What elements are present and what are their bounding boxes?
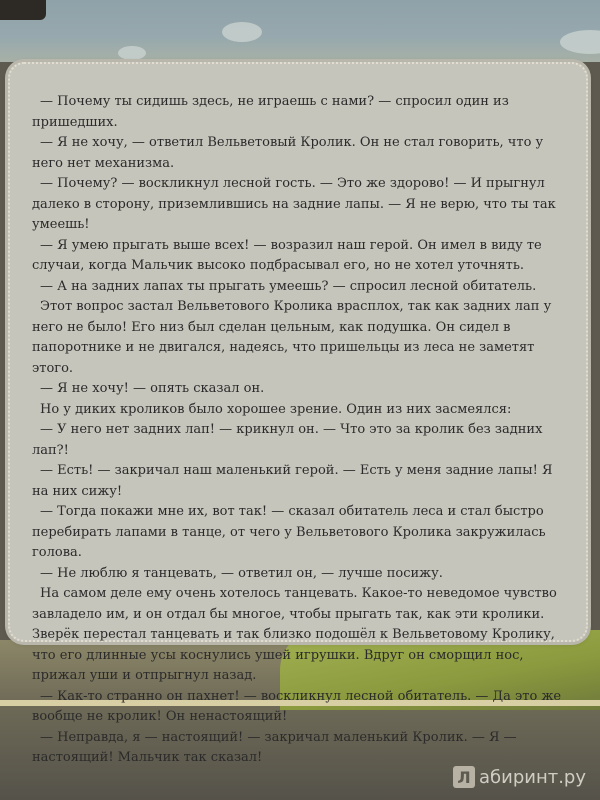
binder-clip bbox=[0, 0, 46, 20]
labirint-watermark bbox=[453, 766, 586, 788]
paragraph: Но у диких кроликов было хорошее зрение. Один из них засмеялся: bbox=[40, 401, 512, 417]
paragraph: — Тогда покажи мне их, вот так! — сказал обитатель леса и стал быстро перебирать лапами в танце, от чего у Вельветового Кролика закружилась голова. bbox=[32, 504, 546, 560]
paragraph: — А на задних лапах ты прыгать умеешь? — спросил лесной обитатель. bbox=[40, 278, 537, 294]
paragraph: — Почему? — воскликнул лесной гость. — Это же здорово! — И прыгнул далеко в сторону, приземлившись на задние лапы. — Я не верю, что ты так умеешь! bbox=[32, 176, 556, 232]
labirint-logo-icon: Л bbox=[453, 766, 475, 788]
cloud-illustration bbox=[222, 22, 262, 42]
watermark-text: абиринт.ру bbox=[478, 766, 586, 788]
paragraph: — Есть! — закричал наш маленький герой. — Есть у меня задние лапы! Я на них сижу! bbox=[32, 463, 553, 499]
paragraph: — Я умею прыгать выше всех! — возразил наш герой. Он имел в виду те случаи, когда Мальчик высоко подбрасывал его, но не хотел уточнять. bbox=[32, 237, 542, 273]
paragraph: На самом деле ему очень хотелось танцевать. Какое-то неведомое чувство завладело им, и он отдал бы многое, чтобы прыгать так, как эти кролики. Зверёк перестал танцевать и так близко подошёл к Вельветовому Кролику, что его длинные усы коснулись ушей игрушки. Вдруг он сморщил нос, прижал уши и отпрыгнул назад. bbox=[32, 586, 557, 683]
paragraph: — Я не хочу! — опять сказал он. bbox=[40, 381, 265, 396]
paragraph: — Как-то странно он пахнет! — воскликнул лесной обитатель. — Да это же вообще не кролик! Он ненастоящий! bbox=[32, 688, 562, 724]
top-illustration-strip bbox=[0, 0, 600, 62]
paragraph: — Неправда, я — настоящий! — закричал маленький Кролик. — Я — настоящий! Мальчик так сказал! bbox=[32, 729, 517, 765]
paragraph: — Почему ты сидишь здесь, не играешь с нами? — спросил один из пришедших. bbox=[32, 94, 509, 130]
cloud-illustration bbox=[560, 30, 600, 54]
paragraph: — Я не хочу, — ответил Вельветовый Кролик. Он не стал говорить, что у него нет механизма. bbox=[32, 135, 544, 171]
story-text-panel bbox=[8, 62, 588, 765]
paragraph: — У него нет задних лап! — крикнул он. — Что это за кролик без задних лап?! bbox=[32, 422, 543, 458]
cloud-illustration bbox=[118, 46, 146, 60]
paragraph: — Не люблю я танцевать, — ответил он, — лучше посижу. bbox=[40, 565, 443, 581]
paragraph: Этот вопрос застал Вельветового Кролика врасплох, так как задних лап у него не было! Его низ был сделан цельным, как подушка. Он сидел в папоротнике и не двигался, надеясь, что пришельцы из леса не заметят этого. bbox=[32, 299, 552, 376]
